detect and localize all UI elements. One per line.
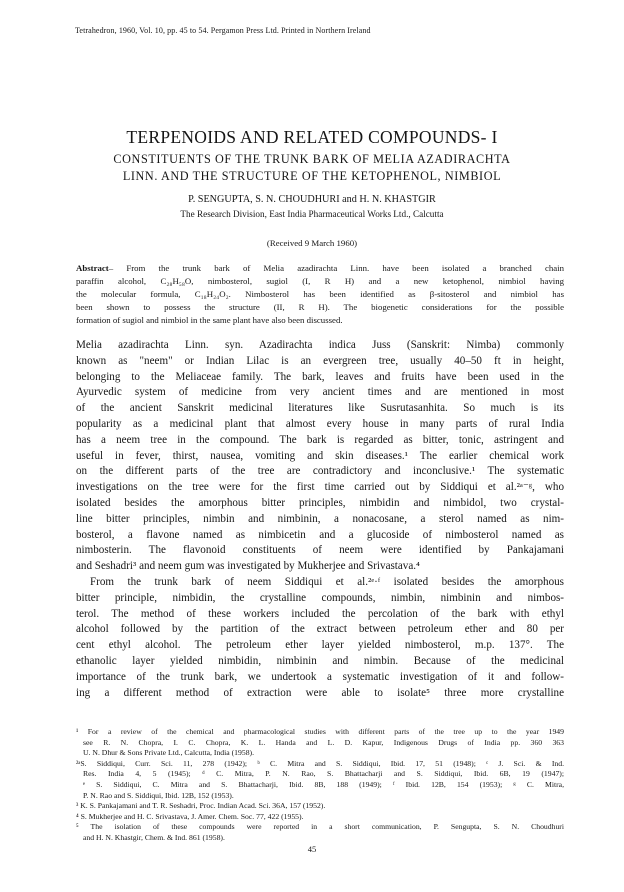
body-line: and Seshadri³ and neem gum was investigated by Mukherjee and Srivastava.⁴ [76, 560, 420, 573]
body-line: nimbosterin. The flavonoid constituents of neem were identified by Pankajamani [76, 544, 564, 557]
subtitle-line: CONSTITUENTS OF THE TRUNK BARK OF MELIA AZADIRACHTA [113, 152, 511, 166]
journal-header: Tetrahedron, 1960, Vol. 10, pp. 45 to 54. Pergamon Press Ltd. Printed in Northern Ireland [75, 26, 371, 35]
body-line: ing a different method of extraction were able to isolate⁵ three more crystalline [76, 686, 564, 699]
body-line: known as "neem" or Indian Lilac is an evergreen tree, usually 40–50 ft in height, [76, 354, 564, 367]
body-line: Ayurvedic system of medicine from very ancient times and are mentioned in most [76, 386, 564, 399]
footnote-line: ¹ For a review of the chemical and pharmacological studies with different parts of the tree up to the year 1949 [76, 727, 564, 736]
body-line: bitter principle, nimbidin, the crystalline compounds, nimbin, nimbinin and nimbos- [76, 591, 564, 604]
footnote-line: see R. N. Chopra, I. C. Chopra, K. L. Handa and L. D. Kapur, Indigenous Drugs of India pp. 360 363 [83, 737, 564, 747]
body-line: investigations on the tree were for the first time carried out by Siddiqui et al.²ᵃ⁻ᵍ, who [76, 481, 564, 494]
body-line: belonging to the Meliaceae family. The bark, leaves and fruits have been used in the [76, 370, 564, 383]
body-line: of the ancient Sanskrit medicinal literatures like Susrutasanhita. So much is its [76, 402, 564, 415]
abstract-line: Abstract– From the trunk bark of Melia azadirachta Linn. have been isolated a branched chain [76, 263, 564, 273]
author-list: P. SENGUPTA, S. N. CHOUDHURI and H. N. KHASTGIR [188, 194, 436, 205]
footnote-line: U. N. Dhur & Sons Private Ltd., Calcutta, India (1958). [83, 748, 255, 758]
abstract-line: been shown to possess the structure (II, R H). The biogenetic considerations for the possible [76, 302, 564, 313]
article-title: TERPENOIDS AND RELATED COMPOUNDS- I [126, 127, 498, 147]
body-line: Melia azadirachta Linn. syn. Azadirachta indica Juss (Sanskrit: Nimba) commonly [76, 339, 564, 351]
footnote-line: ⁵ The isolation of these compounds were reported in a short communication, P. Sengupta, S. N. Choudhuri [76, 822, 564, 832]
received-date: (Received 9 March 1960) [266, 238, 358, 248]
subtitle-line: LINN. AND THE STRUCTURE OF THE KETOPHENOL, NIMBIOL [122, 169, 502, 183]
body-line: on the different parts of the tree are contradictory and inconclusive.¹ The systematic [76, 465, 564, 478]
footnotes [76, 727, 564, 844]
footnote-line: and H. N. Khastgir, Chem. & Ind. 861 (1958). [83, 832, 225, 842]
abstract-line: the molecular formula, C₁₈H₂₄O₂. Nimbosterol has been identified as β-sitosterol and nimbiol has [76, 289, 564, 300]
body-line: terol. The method of these workers included the percolation of the bark with ethyl [76, 607, 564, 620]
footnote-line: Res. India 4, 5 (1945); ᵈ C. Mitra, P. N. Rao, S. Bhattacharji and S. Siddiqui, Ibid. 6B, 19 (1947); [83, 769, 564, 779]
article-subtitle [0, 151, 624, 185]
body-line: line bitter principles, nimbin and nimbinin, a nonacosane, a sterol named as nim- [76, 512, 564, 525]
body-line: isolated besides the amorphous bitter principles, nimbidin and nimbidol, two crystal- [76, 496, 564, 509]
page-number: 45 [307, 844, 317, 854]
abstract-label: Abstract [76, 263, 109, 273]
affiliation: The Research Division, East India Pharmaceutical Works Ltd., Calcutta [180, 209, 444, 219]
body-line: ethanolic layer yielded nimbidin, nimbinin and nimbin. Because of the medicinal [76, 654, 564, 667]
footnote-line: ³ K. S. Pankajamani and T. R. Seshadri, Proc. Indian Acad. Sci. 36A, 157 (1952). [76, 801, 326, 811]
body-line: cent ethyl alcohol. The petroleum ether layer yielded nimbosterol, m.p. 137°. The [76, 639, 564, 652]
body-line: popularity as a medicinal plant that almost every house in many parts of rural India [76, 417, 564, 430]
body-line: From the trunk bark of neem Siddiqui et al.²ᵉ·ᶠ isolated besides the amorphous [90, 575, 564, 588]
abstract-line: formation of sugiol and nimbiol in the same plant have also been discussed. [76, 315, 343, 326]
footnote-line: ⁴ S. Mukherjee and H. C. Srivastava, J. Amer. Chem. Soc. 77, 422 (1955). [76, 811, 304, 821]
body-line: useful in fever, thirst, nausea, vomiting and skin diseases.¹ The earlier chemical work [76, 449, 564, 462]
body-text [76, 338, 564, 701]
footnote-line: ²ᵃS. Siddiqui, Curr. Sci. 11, 278 (1942); ᵇ C. Mitra and S. Siddiqui, Ibid. 17, 51 (1948); ᶜ J. Sci. & Ind. [76, 758, 564, 768]
abstract-line: paraffin alcohol, C₂₈H₅₈O, nimbosterol, sugiol (I, R H) and a new ketophenol, nimbiol having [76, 276, 564, 287]
abstract [76, 262, 564, 327]
footnote-line: ᵉ S. Siddiqui, C. Mitra and S. Bhattacharji, Ibid. 8B, 188 (1949); ᶠ Ibid. 12B, 154 (1953); ᵍ C. Mitra, [83, 779, 564, 789]
body-line: alcohol followed by the partition of the extract between petroleum ether and 80 per [76, 623, 564, 636]
body-line: importance of the trunk bark, we undertook a systematic investigation of it and follow- [76, 670, 564, 683]
body-line: has a neem tree in the compound. The bark is regarded as bitter, tonic, astringent and [76, 433, 564, 446]
body-line: bosterol, a flavone named as nimbicetin and a glucoside of nimbosterol named as [76, 528, 564, 541]
footnote-line: P. N. Rao and S. Siddiqui, Ibid. 12B, 152 (1953). [83, 790, 234, 800]
